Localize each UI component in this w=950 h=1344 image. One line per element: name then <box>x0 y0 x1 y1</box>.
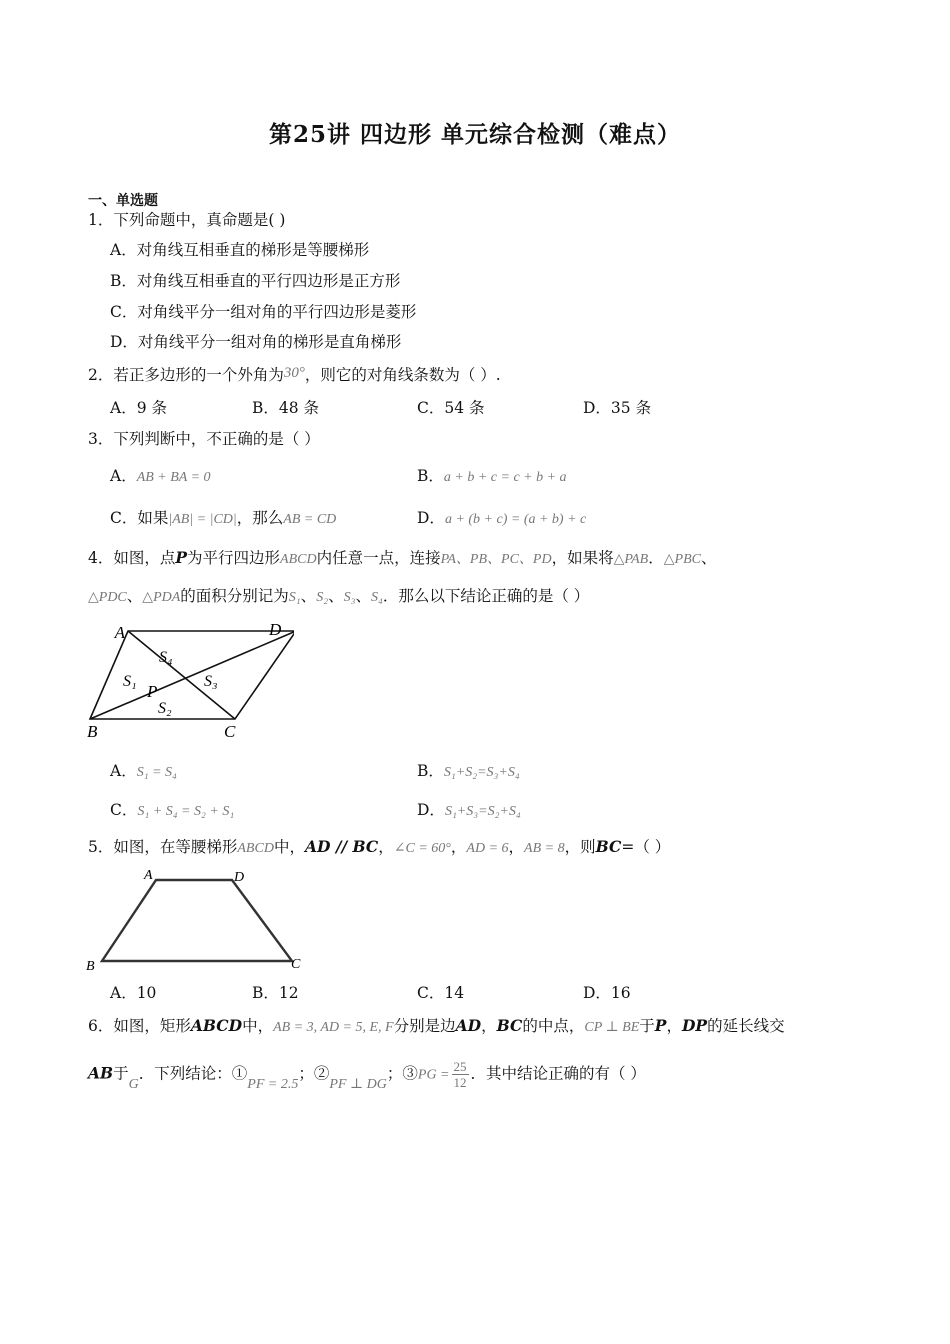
q3-option-d <box>417 506 586 528</box>
q6-text: ；② <box>298 1064 330 1083</box>
q4-text: ，如果将 <box>551 549 614 567</box>
q5-trapezoid-figure <box>84 862 306 976</box>
q5-text: =（ ） <box>621 838 671 856</box>
fig4-label-a: A <box>114 623 125 642</box>
fig5-label-c: C <box>291 957 301 972</box>
fig4-label-s4: S₄ <box>159 649 173 666</box>
q6-sep: ， <box>666 1017 682 1035</box>
q6-text: 于 <box>113 1064 129 1083</box>
q5-text: ， <box>378 838 394 856</box>
q5-text: ， <box>508 838 525 856</box>
fig5-label-b: B <box>86 959 95 974</box>
q3-option-d-math: a + (b + c) = (a + b) + c <box>444 512 587 527</box>
q5-text: ，则 <box>564 838 596 856</box>
q3-stem: 3．下列判断中，不正确的是（ ） <box>88 430 320 448</box>
q4-s4: S₄ <box>370 590 383 605</box>
q6-given: AB = 3, AD = 5, E, F <box>273 1020 394 1035</box>
q5-option-c: C．14 <box>417 984 465 1002</box>
q6-conclusion-1: PF = 2.5 <box>247 1076 299 1092</box>
q4-sep: 、 <box>126 587 143 605</box>
q5-text: ， <box>450 838 467 856</box>
q6-bc: BC <box>496 1016 523 1035</box>
q1-option-d: D．对角线平分一组对角的梯形是直角梯形 <box>110 333 402 351</box>
q4-line1 <box>88 546 716 568</box>
fig4-label-s1: S₁ <box>123 673 137 690</box>
q4-text: ．那么以下结论正确的是（ ） <box>382 587 590 605</box>
q6-text: 的中点， <box>522 1017 585 1035</box>
q4-text: 的面积分别记为 <box>180 587 289 605</box>
q6-line1 <box>88 1014 785 1036</box>
q6-fraction-den: 12 <box>453 1075 467 1090</box>
q4-abcd: ABCD <box>280 552 317 567</box>
q3-option-b <box>417 464 567 486</box>
q4-tri-pbc: △PBC <box>663 552 701 567</box>
fig4-label-c: C <box>224 722 236 741</box>
fig4-label-b: B <box>87 722 98 741</box>
diagonal-bd <box>90 631 294 719</box>
q3-option-c-math1: |AB| = |CD| <box>168 512 237 527</box>
q6-p: P <box>654 1016 667 1035</box>
q6-text: ．下列结论：① <box>138 1064 248 1083</box>
q3-option-c-label: C．如果 <box>110 509 169 527</box>
q4-sep: 、 <box>355 587 371 605</box>
q4-s2: S₂ <box>316 590 329 605</box>
q4-sep: 、 <box>700 549 717 567</box>
q4-option-a-math: S₁ = S₄ <box>136 765 177 780</box>
q4-option-d-label: D． <box>417 801 445 819</box>
fig4-label-s2: S₂ <box>158 700 172 717</box>
q1-option-a: A．对角线互相垂直的梯形是等腰梯形 <box>110 241 370 259</box>
q4-segments: PA、PB、PC、PD <box>440 552 552 567</box>
q1-option-c: C．对角线平分一组对角的平行四边形是菱形 <box>110 303 417 321</box>
q4-tri-pdc: △PDC <box>88 590 127 605</box>
q4-option-a <box>110 759 177 781</box>
q6-fraction-num: 25 <box>453 1059 467 1074</box>
q4-option-c-label: C． <box>110 801 138 819</box>
q6-text: 分别是边 <box>393 1017 456 1035</box>
q6-conclusion-3: PG = <box>417 1067 450 1083</box>
q4-s1: S₁ <box>288 590 301 605</box>
q4-option-b-math: S₁+S₂=S₃+S₄ <box>443 765 520 780</box>
q4-tri-pda: △PDA <box>142 590 181 605</box>
q4-option-c <box>110 798 234 820</box>
q3-option-a-math: AB + BA = 0 <box>136 470 211 485</box>
q4-text: 4．如图，点 <box>88 549 176 567</box>
q4-tri-pab: △PAB <box>613 552 649 567</box>
q3-option-d-label: D． <box>417 509 445 527</box>
q4-option-b-label: B． <box>417 762 444 780</box>
q4-parallelogram-figure <box>84 618 294 742</box>
q4-option-d-math: S₁+S₃=S₂+S₄ <box>444 804 521 819</box>
q2-option-c: C．54 条 <box>417 399 485 417</box>
q4-option-a-label: A． <box>110 762 137 780</box>
q3-option-c <box>110 506 336 528</box>
q4-option-d <box>417 798 521 820</box>
fig5-label-a: A <box>144 868 153 883</box>
q6-dp: DP <box>681 1016 708 1035</box>
q6-sep: ， <box>481 1017 497 1035</box>
q3-option-a <box>110 464 211 486</box>
q6-text: 于 <box>639 1017 655 1035</box>
q4-option-b <box>417 759 520 781</box>
q2-option-a: A．9 条 <box>110 399 167 417</box>
q5-stem <box>88 835 670 857</box>
q4-sep: ． <box>648 549 664 567</box>
q3-option-b-math: a + b + c = c + b + a <box>443 470 567 485</box>
q6-text: ；③ <box>386 1064 418 1083</box>
fig4-label-p: P <box>147 682 158 701</box>
diagonal-ac <box>128 631 235 719</box>
q5-option-b: B．12 <box>252 984 299 1002</box>
q6-text: 的延长线交 <box>707 1017 785 1035</box>
q5-parallel: AD // BC <box>304 837 379 856</box>
q6-fraction <box>452 1059 469 1090</box>
q5-abcd: ABCD <box>237 841 274 856</box>
q2-angle: 30° <box>283 365 305 381</box>
q6-ad: AD <box>455 1016 482 1035</box>
q3-option-c-math2: AB = CD <box>283 512 337 527</box>
q5-option-a: A．10 <box>110 984 157 1002</box>
q6-text: 中， <box>242 1017 274 1035</box>
q4-s3: S₃ <box>343 590 356 605</box>
q4-sep: 、 <box>300 587 317 605</box>
q5-text: 5．如图，在等腰梯形 <box>88 838 238 856</box>
q2-stem-text: 2．若正多边形的一个外角为 <box>88 366 284 384</box>
q3-option-b-label: B． <box>417 467 444 485</box>
q6-abcd: ABCD <box>190 1016 243 1035</box>
q6-text: ．其中结论正确的有（ ） <box>470 1064 646 1083</box>
q5-option-d: D．16 <box>583 984 631 1002</box>
q3-option-c-mid: ，那么 <box>236 509 284 527</box>
q2-stem <box>88 363 501 385</box>
q4-line2 <box>88 584 589 606</box>
q6-ab: AB <box>88 1063 114 1083</box>
q2-option-d: D．35 条 <box>583 399 652 417</box>
q4-option-c-math: S₁ + S₄ = S₂ + S₁ <box>137 804 235 819</box>
page-title: 第25讲 四边形 单元综合检测（难点） <box>268 121 682 148</box>
fig4-label-d: D <box>269 620 282 639</box>
q1-option-b: B．对角线互相垂直的平行四边形是正方形 <box>110 272 401 290</box>
q3-option-a-label: A． <box>110 467 137 485</box>
q6-g: G <box>128 1076 139 1092</box>
trapezoid-outline <box>102 880 292 961</box>
section-heading: 一、单选题 <box>88 193 158 209</box>
q5-bc: BC <box>595 837 622 856</box>
q5-ad: AD = 6 <box>466 841 509 856</box>
q4-sep: 、 <box>328 587 344 605</box>
q4-point-p: P <box>175 548 188 567</box>
q6-conclusion-2: PF ⊥ DG <box>329 1076 387 1092</box>
q4-text: 内任意一点，连接 <box>316 549 441 567</box>
q5-angle: ∠C = 60° <box>393 841 451 856</box>
fig4-label-s3: S₃ <box>204 673 218 690</box>
q5-text: 中， <box>273 838 305 856</box>
q2-stem-text-end: ，则它的对角线条数为（ ）. <box>304 366 501 384</box>
q1-stem: 1．下列命题中，真命题是( ) <box>88 211 286 229</box>
q6-text: 6．如图，矩形 <box>88 1017 191 1035</box>
fig5-label-d: D <box>234 870 245 885</box>
q6-line2 <box>88 1059 646 1090</box>
q4-text: 为平行四边形 <box>187 549 281 567</box>
q6-perp: CP ⊥ BE <box>584 1020 640 1035</box>
q2-option-b: B．48 条 <box>252 399 320 417</box>
q5-ab: AB = 8 <box>524 841 565 856</box>
